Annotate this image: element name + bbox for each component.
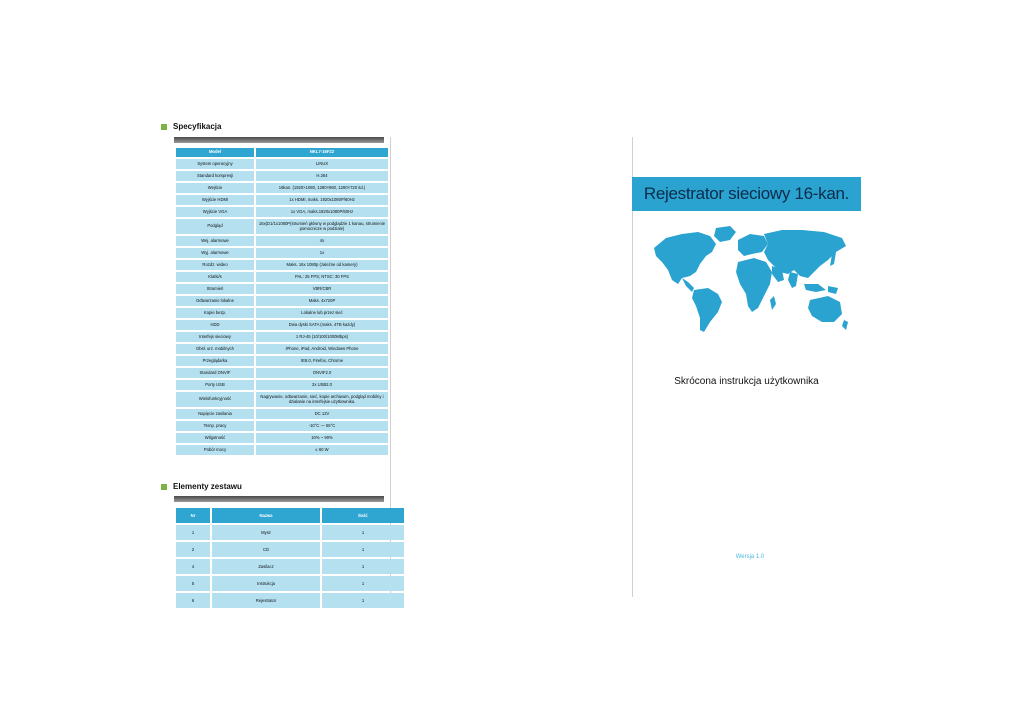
elements-name-cell: Mysz	[212, 525, 320, 540]
spec-table-row	[176, 344, 388, 354]
spec-value-cell: 2x USB2.0	[256, 380, 388, 390]
spec-key-cell: Kopie bezp.	[176, 308, 254, 318]
spec-key-cell: HDD	[176, 320, 254, 330]
elements-name-cell: Instrukcja	[212, 576, 320, 591]
spec-value-cell: 16x(D1/1x1080P(strumień główny w podglądzie 1 kanau, strumienie pomocnicze w podziale)	[256, 219, 388, 234]
elements-table-row	[176, 593, 404, 608]
elements-header-nr: Nr	[176, 508, 210, 523]
spec-table-row	[176, 320, 388, 330]
elements-table-row	[176, 542, 404, 557]
spec-value-cell: IE8.0, Firefox, Chrome	[256, 356, 388, 366]
spec-heading-text: Specyfikacja	[173, 122, 222, 131]
spec-table-row	[176, 409, 388, 419]
elements-table-row	[176, 525, 404, 540]
elements-qty-cell: 1	[322, 542, 404, 557]
elements-qty-cell: 1	[322, 559, 404, 574]
spec-key-cell: Wejście	[176, 183, 254, 193]
spec-table-row	[176, 183, 388, 193]
spec-table-row	[176, 368, 388, 378]
spec-table-row	[176, 421, 388, 431]
spec-value-cell: Maks. 16x 1080p (zależne od kamery)	[256, 260, 388, 270]
spec-table-row	[176, 236, 388, 246]
spec-table-header	[176, 148, 388, 157]
spec-key-cell: Rozdz. wideo	[176, 260, 254, 270]
elements-header-name: Nazwa	[212, 508, 320, 523]
elements-qty-cell: 1	[322, 525, 404, 540]
spec-table-row	[176, 195, 388, 205]
elements-name-cell: Zasilacz	[212, 559, 320, 574]
spec-key-cell: Podgląd	[176, 219, 254, 234]
elements-table-header	[176, 508, 404, 523]
spec-key-cell: Strumień	[176, 284, 254, 294]
spec-key-cell: Standard kompresji	[176, 171, 254, 181]
spec-value-cell: 1x HDMI, maks. 1920x1080P/60Hz	[256, 195, 388, 205]
spec-key-cell: Klatki/s	[176, 272, 254, 282]
spec-key-cell: Temp. pracy	[176, 421, 254, 431]
spec-value-cell: Lokalne lub przez sieć	[256, 308, 388, 318]
elements-table-row	[176, 576, 404, 591]
elements-nr-cell: 2	[176, 542, 210, 557]
elements-section-heading	[161, 482, 242, 491]
elements-nr-cell: 4	[176, 559, 210, 574]
spec-key-cell: Wyjście VGA	[176, 207, 254, 217]
world-map-icon	[652, 226, 848, 334]
spec-key-cell: Porty USB	[176, 380, 254, 390]
elements-name-cell: Rejestrator	[212, 593, 320, 608]
spec-value-cell: Maks. 4x720P	[256, 296, 388, 306]
spec-key-cell: Wyj. alarmowe	[176, 248, 254, 258]
spec-table-row	[176, 159, 388, 169]
spec-value-cell: iPhone, iPad, Android, Windows Phone	[256, 344, 388, 354]
elements-qty-cell: 1	[322, 576, 404, 591]
spec-section-heading	[161, 122, 221, 131]
spec-table-row	[176, 260, 388, 270]
spec-table-row	[176, 248, 388, 258]
spec-key-cell: Wej. alarmowe	[176, 236, 254, 246]
cover-title: Rejestrator sieciowy 16-kan.	[643, 184, 850, 203]
spec-key-cell: Wielofunkcyjność	[176, 392, 254, 407]
spec-value-cell: 1 RJ-45 (10/100/1000Mbps)	[256, 332, 388, 342]
spec-table	[174, 146, 390, 457]
spec-value-cell: 1x VGA, maks.1920x1080P/60Hz	[256, 207, 388, 217]
spec-table-row	[176, 219, 388, 234]
spec-value-cell: 1x	[256, 248, 388, 258]
cover-title-banner	[632, 177, 861, 211]
spec-heading-rule	[174, 137, 384, 143]
spec-value-cell: ONVIF2.0	[256, 368, 388, 378]
elements-nr-cell: 6	[176, 593, 210, 608]
spec-value-cell: 16kan. (1920×1080, 1280×960, 1280×720 itd.)	[256, 183, 388, 193]
spec-header-value: NKL7-16F22	[256, 148, 388, 157]
spec-table-row	[176, 392, 388, 407]
elements-nr-cell: 1	[176, 525, 210, 540]
elements-heading-text: Elementy zestawu	[173, 482, 242, 491]
spec-value-cell: DC 12V	[256, 409, 388, 419]
elements-table-row	[176, 559, 404, 574]
spec-key-cell: Interfejs sieciowy	[176, 332, 254, 342]
spec-table-row	[176, 308, 388, 318]
spec-value-cell: PAL: 25 FPS; NTSC: 30 FPS	[256, 272, 388, 282]
spec-key-cell: Wilgotność	[176, 433, 254, 443]
spec-value-cell: Nagrywanie, odtwarzanie, sieć, kopie archiwum, podgląd mobilny i działanie na interfejsie użytkownika.	[256, 392, 388, 407]
spec-value-cell: VBR/CBR	[256, 284, 388, 294]
elements-header-qty: Ilość	[322, 508, 404, 523]
spec-value-cell: Dwa dyski SATA (maks. 4TB każdy)	[256, 320, 388, 330]
spec-header-key: Model	[176, 148, 254, 157]
spec-value-cell: -10°C — 55°C	[256, 421, 388, 431]
spec-table-row	[176, 284, 388, 294]
bullet-square-icon	[161, 124, 167, 130]
spec-table-row	[176, 171, 388, 181]
elements-name-cell: CD	[212, 542, 320, 557]
spec-value-cell: LINUX	[256, 159, 388, 169]
elements-heading-rule	[174, 496, 384, 502]
spec-table-row	[176, 272, 388, 282]
spec-table-row	[176, 207, 388, 217]
spec-key-cell: Obsł. urz. mobilnych	[176, 344, 254, 354]
spec-table-row	[176, 380, 388, 390]
spec-value-cell: 4x	[256, 236, 388, 246]
spec-value-cell: 10% ~ 90%	[256, 433, 388, 443]
spec-table-row	[176, 332, 388, 342]
spec-table-row	[176, 445, 388, 455]
elements-table	[174, 506, 406, 610]
cover-version: Wersja 1.0	[735, 554, 765, 560]
spec-key-cell: Pobór mocy	[176, 445, 254, 455]
spec-key-cell: Odtwarzanie lokalne	[176, 296, 254, 306]
spec-table-row	[176, 296, 388, 306]
elements-nr-cell: 5	[176, 576, 210, 591]
spec-key-cell: Standard ONVIF	[176, 368, 254, 378]
spec-key-cell: Przeglądarka	[176, 356, 254, 366]
spec-key-cell: Wyjście HDMI	[176, 195, 254, 205]
spec-table-row	[176, 356, 388, 366]
spec-value-cell: ≤ 60 W	[256, 445, 388, 455]
spec-table-row	[176, 433, 388, 443]
spec-key-cell: System operacyjny	[176, 159, 254, 169]
elements-qty-cell: 1	[322, 593, 404, 608]
spec-value-cell: H.264	[256, 171, 388, 181]
cover-subtitle: Skrócona instrukcja użytkownika	[674, 376, 819, 387]
bullet-square-icon	[161, 484, 167, 490]
spec-key-cell: Napięcie zasilania	[176, 409, 254, 419]
